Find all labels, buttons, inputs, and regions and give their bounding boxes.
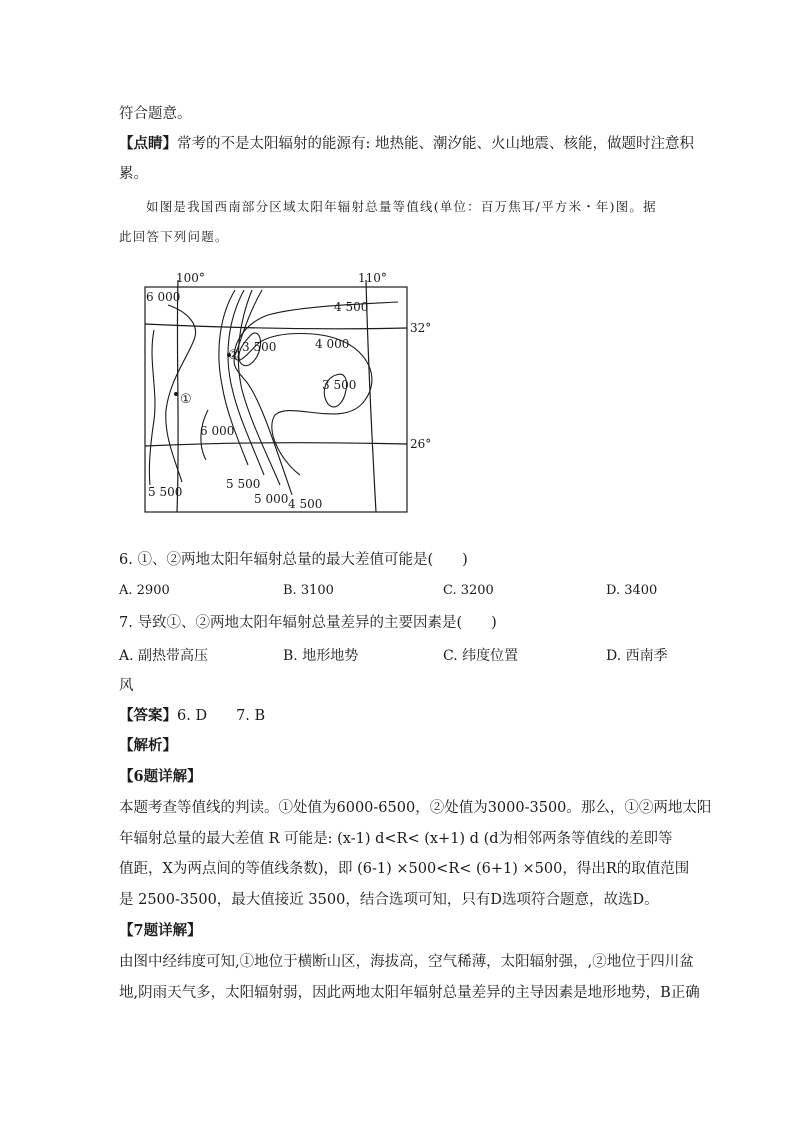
q6-detail-line: 是 2500-3500，最大值接近 3500，结合选项可知，只有D选项符合题意，故选D。 — [119, 892, 659, 908]
contour-label: 6 000 — [146, 290, 181, 304]
answer-label: 【答案】 — [119, 707, 177, 724]
answer-line — [119, 706, 679, 726]
q6-detail-line: 年辐射总量的最大差值 R 可能是: (x-1) d<R< (x+1) d (d为相邻两条等值线的差即等 — [119, 831, 673, 847]
q6-detail-heading: 【6题详解】 — [119, 768, 202, 785]
q6-detail-line: 值距，X为两点间的等值线条数)，即 (6-1) ×500<R< (6+1) ×500，得出R的取值范围 — [119, 861, 690, 877]
q6-option-d: D. 3400 — [606, 583, 658, 598]
lon-label-110: 110° — [358, 271, 387, 285]
tip-text: 常考的不是太阳辐射的能源有: 地热能、潮汐能、火山地震、核能，做题时注意积 — [177, 136, 694, 152]
q6-detail-line: 本题考查等值线的判读。①处值为6000-6500，②处值为3000-3500。那么，①②两地太阳 — [119, 800, 712, 816]
contour-label: 3 500 — [322, 378, 357, 392]
q7-detail-line: 地,阴雨天气多，太阳辐射弱，因此两地太阳年辐射总量差异的主导因素是地形地势，B正确 — [119, 985, 700, 1001]
intro-line-2: 此回答下列问题。 — [119, 229, 229, 244]
contour-label: 5 500 — [148, 485, 183, 499]
q6-option-a: A. 2900 — [119, 583, 170, 598]
q6-option-c: C. 3200 — [443, 583, 494, 598]
contour-label: 4 500 — [334, 300, 369, 314]
contour-b — [228, 290, 264, 475]
q6-stem: 6. ①、②两地太阳年辐射总量的最大差值可能是( ) — [119, 552, 468, 568]
q7-detail-heading: 【7题详解】 — [119, 922, 202, 939]
contour-label: 6 000 — [200, 424, 235, 438]
contour-label: 5 500 — [226, 477, 261, 491]
q7-option-b: B. 地形地势 — [283, 648, 359, 664]
intro-line-1: 如图是我国西南部分区域太阳年辐射总量等值线(单位：百万焦耳/平方米・年)图。据 — [146, 199, 657, 214]
point-1-label: ① — [180, 392, 192, 407]
lat-label-26: 26° — [410, 437, 432, 451]
answer-text: 6. D 7. B — [177, 708, 266, 724]
contour-5500-west — [149, 330, 155, 485]
q7-detail-line: 由图中经纬度可知,①地位于横断山区，海拔高，空气稀薄，太阳辐射强，,②地位于四川盆 — [119, 954, 694, 970]
contour-label: 4 500 — [288, 497, 323, 511]
contour-label: 4 000 — [315, 337, 350, 351]
tip-paragraph — [119, 134, 694, 154]
tip-text-wrap: 累。 — [119, 166, 148, 182]
lon-label-100: 100° — [176, 271, 205, 285]
q7-stem: 7. 导致①、②两地太阳年辐射总量差异的主要因素是( ) — [119, 615, 497, 631]
q7-option-c: C. 纬度位置 — [443, 648, 519, 664]
solar-radiation-contour-map — [140, 270, 432, 520]
meridian-100 — [177, 280, 178, 512]
contour-label: 5 000 — [254, 492, 289, 506]
tip-label: 【点睛】 — [119, 135, 177, 152]
point-1-dot — [174, 392, 178, 396]
lat-label-32: 32° — [410, 321, 432, 335]
contour-label: 3 500 — [242, 340, 277, 354]
analysis-label: 【解析】 — [119, 737, 177, 754]
point-2-label: ② — [228, 348, 240, 363]
q7-option-d: D. 西南季 — [606, 648, 668, 664]
q7-option-d-wrap: 风 — [119, 678, 134, 694]
q7-option-a: A. 副热带高压 — [119, 648, 209, 664]
prev-conclusion: 符合题意。 — [119, 106, 192, 122]
q6-option-b: B. 3100 — [283, 583, 334, 598]
